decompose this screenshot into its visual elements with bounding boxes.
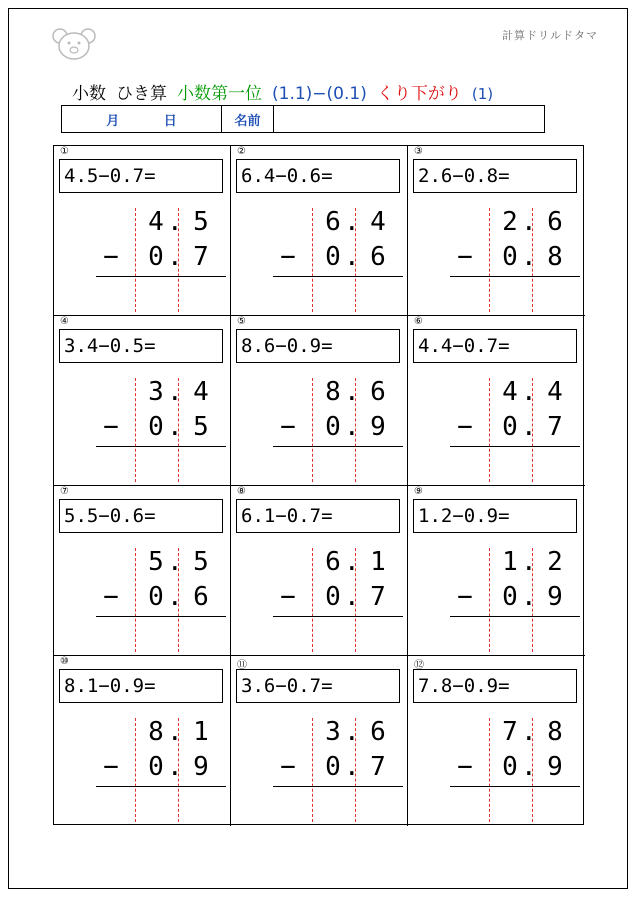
title-part-6: (1): [471, 85, 494, 103]
top-ones-digit: 6: [325, 207, 341, 237]
answer-line: [273, 446, 403, 447]
equation-box: 6.1−0.7=: [236, 499, 400, 533]
answer-line: [273, 786, 403, 787]
guide-line: [135, 548, 136, 652]
bottom-tenths-digit: 7: [547, 412, 563, 442]
name-date-bar: [61, 105, 545, 133]
problem-cell: [231, 656, 408, 826]
top-decimal-point: .: [167, 717, 183, 747]
guide-line: [312, 718, 313, 822]
top-tenths-digit: 5: [193, 547, 209, 577]
top-tenths-digit: 1: [193, 717, 209, 747]
bottom-ones-digit: 0: [502, 412, 518, 442]
guide-line: [135, 718, 136, 822]
bottom-tenths-digit: 6: [193, 582, 209, 612]
title-part-4: (1.1)−(0.1): [272, 84, 367, 104]
bottom-tenths-digit: 8: [547, 242, 563, 272]
bottom-decimal-point: .: [521, 412, 537, 442]
top-tenths-digit: 4: [370, 207, 386, 237]
top-decimal-point: .: [167, 547, 183, 577]
top-decimal-point: .: [167, 377, 183, 407]
answer-line: [96, 616, 226, 617]
problem-number: ⑫: [414, 660, 424, 671]
minus-sign: −: [457, 582, 473, 612]
page-title: [72, 79, 503, 104]
brand-text: 計算ドリルドタマ: [502, 29, 598, 42]
problem-cell: [231, 486, 408, 656]
top-tenths-digit: 5: [193, 207, 209, 237]
top-ones-digit: 4: [502, 377, 518, 407]
problem-cell: [408, 656, 585, 826]
answer-line: [450, 786, 580, 787]
bottom-ones-digit: 0: [325, 242, 341, 272]
answer-line: [273, 276, 403, 277]
bottom-decimal-point: .: [344, 582, 360, 612]
equation-box: 2.6−0.8=: [413, 159, 577, 193]
bottom-ones-digit: 0: [325, 752, 341, 782]
guide-line: [312, 548, 313, 652]
problem-cell: [54, 656, 231, 826]
top-tenths-digit: 1: [370, 547, 386, 577]
top-ones-digit: 2: [502, 207, 518, 237]
bottom-ones-digit: 0: [148, 242, 164, 272]
answer-line: [450, 616, 580, 617]
equation-box: 4.5−0.7=: [59, 159, 223, 193]
bottom-decimal-point: .: [167, 582, 183, 612]
title-part-2: ひき算: [116, 84, 167, 104]
equation-box: 8.1−0.9=: [59, 669, 223, 703]
bottom-ones-digit: 0: [148, 752, 164, 782]
top-tenths-digit: 4: [193, 377, 209, 407]
minus-sign: −: [103, 582, 119, 612]
minus-sign: −: [280, 582, 296, 612]
bottom-ones-digit: 0: [148, 412, 164, 442]
top-tenths-digit: 6: [547, 207, 563, 237]
bottom-tenths-digit: 7: [370, 582, 386, 612]
bottom-tenths-digit: 7: [193, 242, 209, 272]
bottom-tenths-digit: 6: [370, 242, 386, 272]
bottom-decimal-point: .: [167, 242, 183, 272]
top-tenths-digit: 6: [370, 377, 386, 407]
bottom-decimal-point: .: [521, 242, 537, 272]
bottom-decimal-point: .: [521, 752, 537, 782]
guide-line: [489, 378, 490, 482]
problem-number: ②: [237, 146, 246, 157]
bottom-decimal-point: .: [344, 242, 360, 272]
bottom-decimal-point: .: [344, 412, 360, 442]
name-field[interactable]: [274, 106, 544, 132]
top-ones-digit: 6: [325, 547, 341, 577]
bottom-ones-digit: 0: [148, 582, 164, 612]
top-ones-digit: 1: [502, 547, 518, 577]
minus-sign: −: [280, 242, 296, 272]
minus-sign: −: [457, 242, 473, 272]
minus-sign: −: [457, 752, 473, 782]
top-ones-digit: 8: [148, 717, 164, 747]
top-decimal-point: .: [344, 717, 360, 747]
problem-cell: [408, 486, 585, 656]
day-label: 日: [163, 113, 177, 129]
bottom-tenths-digit: 9: [547, 752, 563, 782]
minus-sign: −: [103, 412, 119, 442]
bottom-decimal-point: .: [167, 412, 183, 442]
guide-line: [312, 378, 313, 482]
minus-sign: −: [280, 412, 296, 442]
problem-number: ⑥: [414, 316, 423, 327]
problem-number: ⑦: [60, 486, 69, 497]
problem-number: ④: [60, 316, 69, 327]
top-ones-digit: 3: [325, 717, 341, 747]
guide-line: [489, 718, 490, 822]
bottom-tenths-digit: 7: [370, 752, 386, 782]
month-label: 月: [106, 113, 120, 129]
problem-cell: [54, 316, 231, 486]
top-ones-digit: 7: [502, 717, 518, 747]
top-decimal-point: .: [344, 547, 360, 577]
title-part-1: 小数: [72, 84, 106, 104]
minus-sign: −: [280, 752, 296, 782]
top-tenths-digit: 6: [370, 717, 386, 747]
problem-cell: [231, 316, 408, 486]
guide-line: [489, 548, 490, 652]
top-decimal-point: .: [521, 207, 537, 237]
equation-box: 4.4−0.7=: [413, 329, 577, 363]
title-part-3: 小数第一位: [177, 84, 262, 104]
top-decimal-point: .: [167, 207, 183, 237]
problem-number: ⑤: [237, 316, 246, 327]
guide-line: [489, 208, 490, 312]
title-part-5: くり下がり: [376, 84, 462, 104]
bottom-tenths-digit: 9: [547, 582, 563, 612]
minus-sign: −: [103, 752, 119, 782]
bottom-tenths-digit: 5: [193, 412, 209, 442]
guide-line: [135, 208, 136, 312]
equation-box: 1.2−0.9=: [413, 499, 577, 533]
answer-line: [450, 446, 580, 447]
problem-cell: [54, 146, 231, 316]
bottom-ones-digit: 0: [502, 582, 518, 612]
bottom-ones-digit: 0: [325, 582, 341, 612]
answer-line: [96, 276, 226, 277]
top-tenths-digit: 2: [547, 547, 563, 577]
problem-grid: [53, 145, 584, 825]
top-decimal-point: .: [344, 377, 360, 407]
problem-cell: [231, 146, 408, 316]
bottom-decimal-point: .: [344, 752, 360, 782]
equation-box: 8.6−0.9=: [236, 329, 400, 363]
bottom-ones-digit: 0: [502, 242, 518, 272]
bottom-decimal-point: .: [167, 752, 183, 782]
bottom-tenths-digit: 9: [370, 412, 386, 442]
answer-line: [273, 616, 403, 617]
answer-line: [450, 276, 580, 277]
minus-sign: −: [457, 412, 473, 442]
problem-cell: [54, 486, 231, 656]
top-tenths-digit: 8: [547, 717, 563, 747]
top-ones-digit: 4: [148, 207, 164, 237]
problem-cell: [408, 316, 585, 486]
bottom-tenths-digit: 9: [193, 752, 209, 782]
problem-number: ⑨: [414, 486, 423, 497]
problem-number: ⑧: [237, 486, 246, 497]
problem-number: ⑪: [237, 660, 247, 671]
top-decimal-point: .: [521, 547, 537, 577]
guide-line: [312, 208, 313, 312]
top-decimal-point: .: [521, 717, 537, 747]
equation-box: 6.4−0.6=: [236, 159, 400, 193]
equation-box: 5.5−0.6=: [59, 499, 223, 533]
bear-logo-icon: [50, 26, 98, 62]
bottom-ones-digit: 0: [502, 752, 518, 782]
top-decimal-point: .: [344, 207, 360, 237]
problem-cell: [408, 146, 585, 316]
top-ones-digit: 8: [325, 377, 341, 407]
top-decimal-point: .: [521, 377, 537, 407]
problem-number: ⑩: [60, 656, 69, 667]
equation-box: 7.8−0.9=: [413, 669, 577, 703]
problem-number: ①: [60, 146, 69, 157]
answer-line: [96, 446, 226, 447]
bottom-ones-digit: 0: [325, 412, 341, 442]
top-tenths-digit: 4: [547, 377, 563, 407]
equation-box: 3.6−0.7=: [236, 669, 400, 703]
date-cell[interactable]: [62, 106, 222, 132]
top-ones-digit: 5: [148, 547, 164, 577]
minus-sign: −: [103, 242, 119, 272]
equation-box: 3.4−0.5=: [59, 329, 223, 363]
name-label: 名前: [222, 106, 274, 132]
bottom-decimal-point: .: [521, 582, 537, 612]
guide-line: [135, 378, 136, 482]
top-ones-digit: 3: [148, 377, 164, 407]
problem-number: ③: [414, 146, 423, 157]
answer-line: [96, 786, 226, 787]
